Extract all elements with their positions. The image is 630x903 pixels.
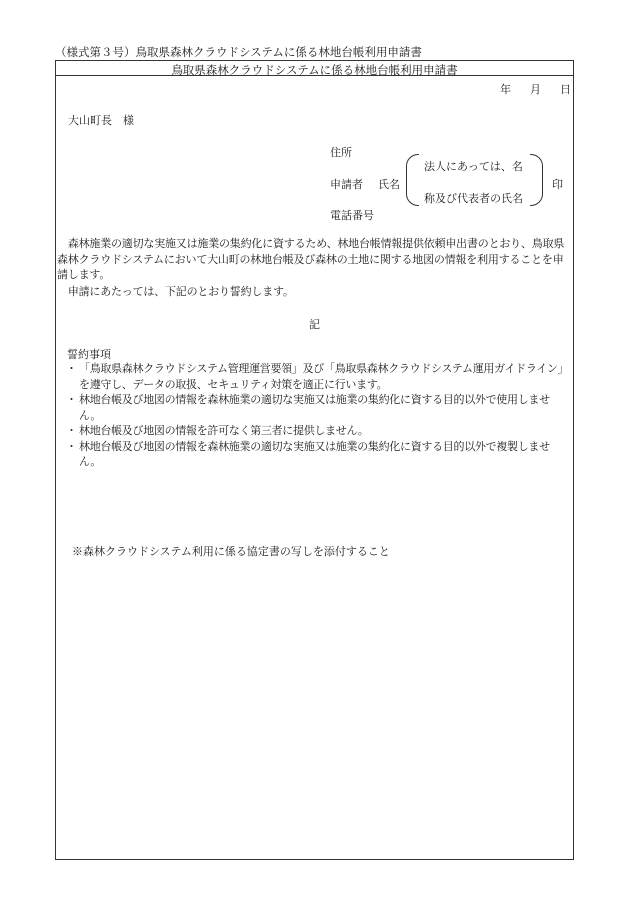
pledge-list [66,361,571,470]
pledge-item [66,423,571,439]
name-label: 氏名 [378,178,400,191]
pledge-item [66,439,571,470]
application-statement [57,236,571,283]
corporate-note-line-2: 称及び代表者の氏名 [424,192,523,205]
pledge-intro [57,283,571,299]
date-month-label: 月 [530,83,541,96]
bullet: ・ [66,424,77,437]
pledge-intro-text: 申請にあたっては、下記のとおり誓約します。 [67,285,294,298]
pledge-item [66,392,571,423]
pledge-item-text: 「鳥取県森林クラウドシステム管理運営要領」及び「鳥取県森林クラウドシステム運用ガイドライン」を遵守し、データの取扱、セキュリティ対策を適正に行います。 [79,362,569,391]
applicant-label: 申請者 [330,178,363,191]
form-title-bar [56,61,573,76]
application-statement-text: 森林施業の適切な実施又は施業の集約化に資するため、林地台帳情報提供依頼申出書のとおり、鳥取県森林クラウドシステムにおいて大山町の林地台帳及び森林の土地に関する地図の情報を利用することを申請します。 [57,237,565,281]
addressee: 大山町長 様 [68,114,134,127]
pledge-item-text: 林地台帳及び地図の情報を許可なく第三者に提供しません。 [79,424,369,437]
date-year-label: 年 [500,83,511,96]
form-title: 鳥取県森林クラウドシステムに係る林地台帳利用申請書 [171,63,458,77]
address-label: 住所 [330,146,352,159]
date-day-label: 日 [560,83,571,96]
pledge-heading: 誓約事項 [67,348,111,361]
pledge-item-text: 林地台帳及び地図の情報を森林施業の適切な実施又は施業の集約化に資する目的以外で複製しません。 [79,439,550,468]
phone-label: 電話番号 [330,209,374,222]
right-bracket [530,154,543,206]
pledge-item-text: 林地台帳及び地図の情報を森林施業の適切な実施又は施業の集約化に資する目的以外で使用しません。 [79,393,550,422]
bullet: ・ [66,439,77,453]
ki-heading: 記 [309,318,320,331]
pledge-item [66,361,571,392]
corporate-note-line-1: 法人にあっては、名 [424,160,523,173]
left-bracket [406,154,419,206]
seal-mark: 印 [552,178,563,191]
bullet: ・ [66,362,77,375]
attachment-note: ※森林クラウドシステム利用に係る協定書の写しを添付すること [72,545,390,558]
form-number-label: （様式第３号）鳥取県森林クラウドシステムに係る林地台帳利用申請書 [55,45,422,59]
bullet: ・ [66,393,77,406]
